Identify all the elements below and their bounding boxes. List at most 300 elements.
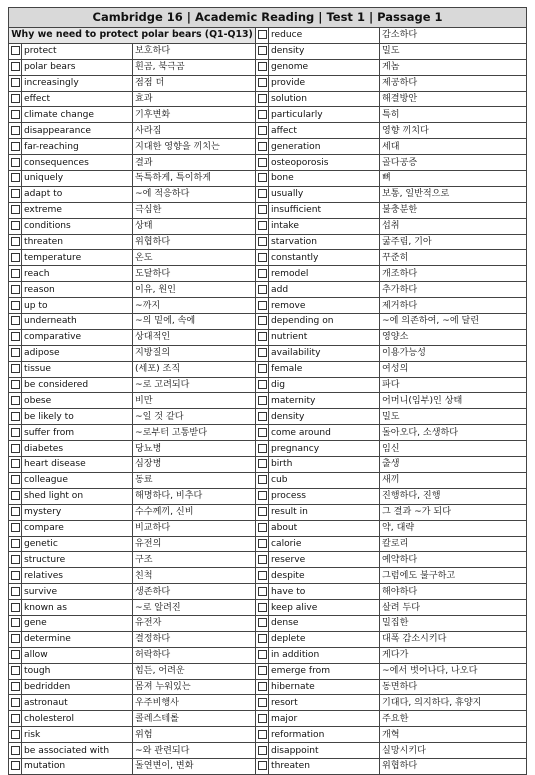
checkbox-cell [256,345,269,361]
right-meaning: 실망시키다 [380,743,527,759]
checkbox-cell [256,377,269,393]
right-word: have to [269,584,380,600]
checkbox[interactable] [11,491,20,500]
checkbox[interactable] [11,539,20,548]
checkbox[interactable] [258,761,267,770]
right-meaning: 여성의 [380,361,527,377]
right-meaning: 예약하다 [380,552,527,568]
left-word: be associated with [22,743,133,759]
right-meaning: ~에 의존하여, ~에 달린 [380,314,527,330]
left-meaning: 점점 더 [133,75,256,91]
table-row [9,186,527,202]
checkbox-cell [256,43,269,59]
checkbox-cell [256,679,269,695]
table-row [9,314,527,330]
checkbox[interactable] [258,682,267,691]
checkbox-cell [256,663,269,679]
checkbox[interactable] [11,761,20,770]
checkbox[interactable] [11,475,20,484]
right-meaning: 뼈 [380,171,527,187]
right-word: intake [269,218,380,234]
checkbox[interactable] [258,332,267,341]
table-row [9,552,527,568]
checkbox[interactable] [258,380,267,389]
checkbox[interactable] [258,603,267,612]
checkbox-cell [256,91,269,107]
checkbox[interactable] [258,555,267,564]
right-meaning: 그럼에도 불구하고 [380,568,527,584]
right-meaning: 출생 [380,457,527,473]
right-meaning: 돌아오다, 소생하다 [380,425,527,441]
checkbox-cell [9,139,22,155]
checkbox[interactable] [258,46,267,55]
checkbox-cell [256,59,269,75]
left-meaning: 결과 [133,155,256,171]
table-row [9,409,527,425]
checkbox[interactable] [11,459,20,468]
left-meaning: ~까지 [133,298,256,314]
checkbox[interactable] [258,316,267,325]
left-meaning: (세포) 조직 [133,361,256,377]
checkbox[interactable] [11,94,20,103]
table-row [9,218,527,234]
left-word: determine [22,631,133,647]
checkbox[interactable] [11,253,20,262]
checkbox-cell [256,75,269,91]
checkbox[interactable] [11,444,20,453]
checkbox[interactable] [258,396,267,405]
checkbox[interactable] [258,428,267,437]
left-meaning: 도달하다 [133,266,256,282]
checkbox[interactable] [11,428,20,437]
checkbox[interactable] [258,173,267,182]
table-row [9,647,527,663]
left-meaning: ~로 알려진 [133,600,256,616]
right-meaning: 이용가능성 [380,345,527,361]
checkbox-cell [256,171,269,187]
checkbox-cell [256,631,269,647]
right-word: come around [269,425,380,441]
checkbox[interactable] [258,253,267,262]
right-word: osteoporosis [269,155,380,171]
vocabulary-sheet [8,7,526,775]
right-meaning: 세대 [380,139,527,155]
checkbox[interactable] [11,666,20,675]
checkbox-cell [9,504,22,520]
checkbox-cell [9,727,22,743]
right-meaning: 섭취 [380,218,527,234]
table-row [9,155,527,171]
checkbox-cell [9,298,22,314]
checkbox-cell [9,345,22,361]
checkbox-cell [9,536,22,552]
table-row [9,266,527,282]
left-meaning: 당뇨병 [133,441,256,457]
checkbox[interactable] [11,237,20,246]
left-word: extreme [22,202,133,218]
checkbox[interactable] [11,110,20,119]
table-row [9,345,527,361]
checkbox-cell [9,758,22,774]
checkbox[interactable] [11,682,20,691]
table-row [9,425,527,441]
page-title: Cambridge 16 | Academic Reading | Test 1 | Passage 1 [9,8,527,28]
left-meaning: 사라짐 [133,123,256,139]
left-meaning: 콜레스테롤 [133,711,256,727]
checkbox[interactable] [258,237,267,246]
left-meaning: ~와 관련되다 [133,743,256,759]
left-word: conditions [22,218,133,234]
right-word: calorie [269,536,380,552]
checkbox-cell [256,409,269,425]
left-meaning: 위협하다 [133,234,256,250]
checkbox[interactable] [258,539,267,548]
left-word: shed light on [22,488,133,504]
section-subtitle: Why we need to protect polar bears (Q1-Q13) [9,28,256,44]
checkbox-cell [9,155,22,171]
checkbox[interactable] [11,126,20,135]
checkbox-cell [9,457,22,473]
checkbox[interactable] [11,205,20,214]
checkbox-cell [9,393,22,409]
checkbox[interactable] [258,110,267,119]
checkbox[interactable] [11,746,20,755]
right-meaning: 어머니(임부)인 상태 [380,393,527,409]
checkbox[interactable] [258,746,267,755]
checkbox[interactable] [11,714,20,723]
checkbox[interactable] [258,221,267,230]
table-row [9,711,527,727]
checkbox[interactable] [11,348,20,357]
right-word: bone [269,171,380,187]
left-meaning: 생존하다 [133,584,256,600]
checkbox-cell [256,727,269,743]
vocabulary-table [8,7,527,775]
checkbox-cell [256,361,269,377]
checkbox-cell [9,584,22,600]
checkbox[interactable] [11,587,20,596]
checkbox[interactable] [258,444,267,453]
checkbox[interactable] [11,650,20,659]
right-word: add [269,282,380,298]
right-word: starvation [269,234,380,250]
checkbox[interactable] [11,269,20,278]
checkbox-cell [256,584,269,600]
checkbox-cell [256,425,269,441]
left-meaning: 극심한 [133,202,256,218]
right-word: remodel [269,266,380,282]
table-row [9,91,527,107]
checkbox[interactable] [258,618,267,627]
checkbox[interactable] [258,698,267,707]
checkbox[interactable] [11,698,20,707]
right-meaning: 임신 [380,441,527,457]
left-word: temperature [22,250,133,266]
left-meaning: 우주비행사 [133,695,256,711]
right-word: generation [269,139,380,155]
checkbox-cell [9,91,22,107]
checkbox[interactable] [11,364,20,373]
left-word: gene [22,615,133,631]
checkbox[interactable] [258,587,267,596]
checkbox-cell [256,250,269,266]
checkbox-cell [9,123,22,139]
right-meaning: 파다 [380,377,527,393]
left-word: colleague [22,472,133,488]
checkbox[interactable] [11,730,20,739]
right-word: constantly [269,250,380,266]
checkbox[interactable] [11,189,20,198]
right-word: pregnancy [269,441,380,457]
left-meaning: 결정하다 [133,631,256,647]
checkbox[interactable] [258,507,267,516]
left-meaning: 흰곰, 북극곰 [133,59,256,75]
checkbox-cell [9,361,22,377]
checkbox[interactable] [258,491,267,500]
left-word: consequences [22,155,133,171]
checkbox-cell [9,377,22,393]
checkbox-cell [256,123,269,139]
checkbox-cell [256,298,269,314]
table-row [9,139,527,155]
checkbox[interactable] [258,348,267,357]
checkbox-cell [256,218,269,234]
checkbox[interactable] [11,412,20,421]
checkbox[interactable] [11,316,20,325]
right-word: affect [269,123,380,139]
checkbox-cell [256,186,269,202]
checkbox[interactable] [258,158,267,167]
right-meaning: 개혁 [380,727,527,743]
table-row [9,457,527,473]
checkbox[interactable] [11,301,20,310]
left-word: protect [22,43,133,59]
checkbox[interactable] [11,396,20,405]
left-meaning: 허락하다 [133,647,256,663]
left-word: mutation [22,758,133,774]
left-meaning: 수수께끼, 신비 [133,504,256,520]
right-meaning: 영양소 [380,329,527,345]
checkbox-cell [256,457,269,473]
right-word: nutrient [269,329,380,345]
checkbox[interactable] [11,158,20,167]
checkbox-cell [256,695,269,711]
table-row [9,250,527,266]
checkbox[interactable] [11,571,20,580]
checkbox[interactable] [258,205,267,214]
left-word: heart disease [22,457,133,473]
table-row [9,234,527,250]
right-word: solution [269,91,380,107]
checkbox-cell [9,107,22,123]
right-word: despite [269,568,380,584]
checkbox[interactable] [11,618,20,627]
right-meaning: 감소하다 [380,28,527,44]
left-word: reason [22,282,133,298]
left-word: obese [22,393,133,409]
table-row [9,584,527,600]
right-word: reformation [269,727,380,743]
checkbox-cell [9,282,22,298]
left-meaning: 비교하다 [133,520,256,536]
checkbox-cell [9,552,22,568]
checkbox[interactable] [258,730,267,739]
checkbox-cell [256,329,269,345]
right-meaning: 제공하다 [380,75,527,91]
checkbox[interactable] [11,332,20,341]
checkbox-cell [256,536,269,552]
table-row [9,631,527,647]
left-word: adapt to [22,186,133,202]
table-row [9,171,527,187]
checkbox[interactable] [258,301,267,310]
checkbox[interactable] [258,475,267,484]
right-word: major [269,711,380,727]
checkbox-cell [256,266,269,282]
left-meaning: 온도 [133,250,256,266]
checkbox-cell [256,202,269,218]
left-word: comparative [22,329,133,345]
checkbox-cell [9,314,22,330]
checkbox-cell [9,488,22,504]
left-word: threaten [22,234,133,250]
checkbox-cell [9,250,22,266]
right-meaning: 기대다, 의지하다, 휴양지 [380,695,527,711]
right-word: density [269,409,380,425]
checkbox-cell [256,139,269,155]
left-meaning: ~의 밑에, 속에 [133,314,256,330]
checkbox-cell [9,615,22,631]
checkbox[interactable] [258,523,267,532]
right-meaning: 새끼 [380,472,527,488]
right-meaning: 대폭 감소시키다 [380,631,527,647]
checkbox-cell [9,202,22,218]
checkbox-cell [9,75,22,91]
checkbox[interactable] [258,126,267,135]
checkbox[interactable] [258,94,267,103]
checkbox[interactable] [258,269,267,278]
checkbox[interactable] [11,221,20,230]
checkbox[interactable] [258,571,267,580]
checkbox-cell [9,171,22,187]
right-word: dig [269,377,380,393]
checkbox[interactable] [11,380,20,389]
right-word: female [269,361,380,377]
checkbox[interactable] [258,412,267,421]
checkbox-cell [9,425,22,441]
table-row [9,488,527,504]
checkbox[interactable] [258,189,267,198]
checkbox-cell [256,520,269,536]
checkbox-cell [256,615,269,631]
checkbox[interactable] [258,142,267,151]
checkbox-cell [9,695,22,711]
checkbox-cell [256,504,269,520]
right-word: insufficient [269,202,380,218]
checkbox[interactable] [258,285,267,294]
left-word: be considered [22,377,133,393]
checkbox-cell [256,107,269,123]
checkbox-cell [9,472,22,488]
left-meaning: 구조 [133,552,256,568]
left-word: diabetes [22,441,133,457]
checkbox[interactable] [11,507,20,516]
left-word: effect [22,91,133,107]
table-row [9,663,527,679]
table-row [9,361,527,377]
checkbox-cell [256,282,269,298]
checkbox-cell [9,329,22,345]
left-word: climate change [22,107,133,123]
checkbox-cell [256,743,269,759]
checkbox[interactable] [258,634,267,643]
left-meaning: 효과 [133,91,256,107]
right-meaning: 골다공증 [380,155,527,171]
checkbox[interactable] [11,142,20,151]
checkbox-cell [256,393,269,409]
table-row [9,615,527,631]
right-word: hibernate [269,679,380,695]
right-meaning: 칼로리 [380,536,527,552]
left-meaning: ~에 적응하다 [133,186,256,202]
checkbox[interactable] [11,285,20,294]
left-meaning: ~로부터 고통받다 [133,425,256,441]
right-meaning: 위협하다 [380,758,527,774]
checkbox[interactable] [11,62,20,71]
left-word: cholesterol [22,711,133,727]
right-meaning: 꾸준히 [380,250,527,266]
checkbox[interactable] [11,78,20,87]
checkbox[interactable] [11,603,20,612]
table-row [9,504,527,520]
checkbox-cell [256,234,269,250]
left-meaning: ~일 것 같다 [133,409,256,425]
checkbox[interactable] [258,30,267,39]
checkbox[interactable] [11,634,20,643]
checkbox[interactable] [258,714,267,723]
checkbox-cell [256,552,269,568]
left-meaning: 동료 [133,472,256,488]
checkbox[interactable] [258,666,267,675]
right-meaning: 개조하다 [380,266,527,282]
checkbox[interactable] [258,650,267,659]
checkbox-cell [9,679,22,695]
checkbox-cell [256,472,269,488]
checkbox-cell [256,758,269,774]
checkbox[interactable] [258,62,267,71]
right-word: reserve [269,552,380,568]
right-meaning: 굶주림, 기아 [380,234,527,250]
right-meaning: 주요한 [380,711,527,727]
checkbox[interactable] [258,78,267,87]
checkbox[interactable] [11,555,20,564]
left-meaning: 심장병 [133,457,256,473]
right-word: in addition [269,647,380,663]
left-meaning: 유전의 [133,536,256,552]
table-row [9,520,527,536]
right-meaning: 약, 대략 [380,520,527,536]
left-word: uniquely [22,171,133,187]
checkbox[interactable] [258,364,267,373]
table-row [9,679,527,695]
checkbox[interactable] [11,173,20,182]
left-word: survive [22,584,133,600]
left-meaning: 상태 [133,218,256,234]
checkbox[interactable] [11,523,20,532]
checkbox[interactable] [11,46,20,55]
right-word: birth [269,457,380,473]
checkbox[interactable] [258,459,267,468]
